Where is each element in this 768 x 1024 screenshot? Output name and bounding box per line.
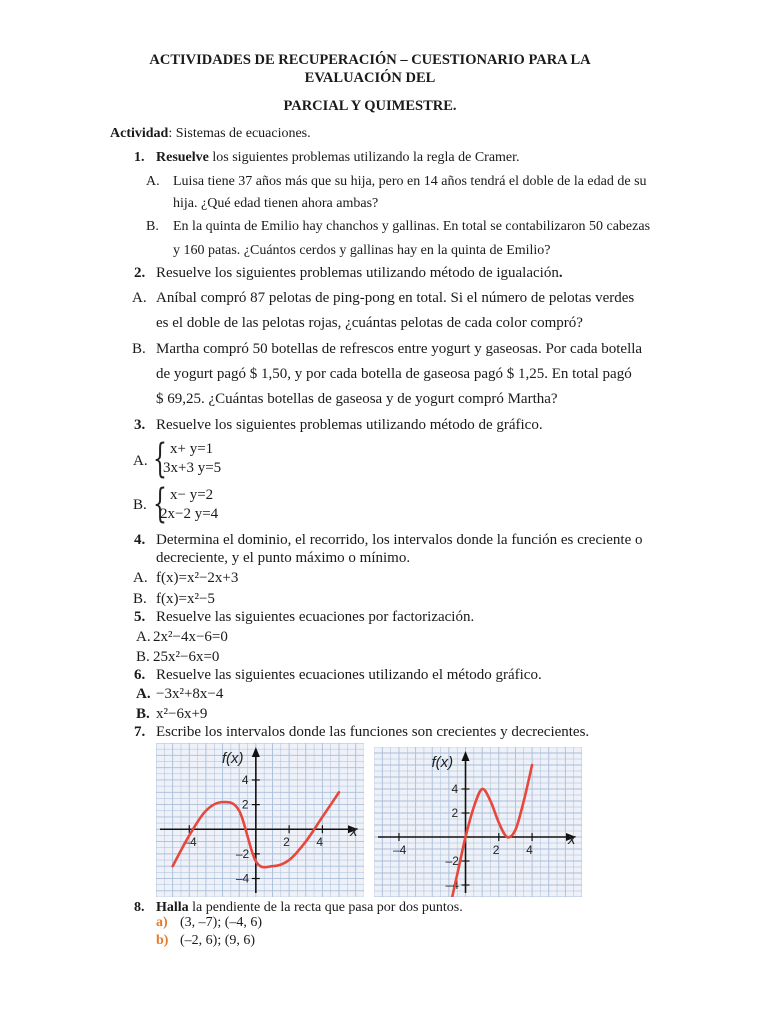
q7-text: Escribe los intervalos donde las funciones son crecientes y decrecientes. xyxy=(156,724,590,740)
q1-a-label: A. xyxy=(146,174,160,189)
q6-b-eq: x²−6x+9 xyxy=(156,706,208,722)
x-tick-label: 2 xyxy=(283,835,290,850)
q3-b-eq1: x− y=2 xyxy=(170,487,214,503)
q4-b-label: B. xyxy=(133,591,147,607)
q6-number: 6. xyxy=(134,667,146,683)
x-axis-label: x xyxy=(568,831,576,848)
q3-number: 3. xyxy=(134,417,146,433)
q1-a-line2: hija. ¿Qué edad tienen ahora ambas? xyxy=(173,196,379,211)
q1-text: los siguientes problemas utilizando la regla de Cramer. xyxy=(208,150,520,165)
y-tick-label: –4 xyxy=(445,878,459,892)
q8-a-text: (3, –7); (–4, 6) xyxy=(180,915,263,930)
q6-a-eq: −3x²+8x−4 xyxy=(156,686,224,702)
q6-b-label: B. xyxy=(136,706,150,722)
q3-a-eq2: 3x+3 y=5 xyxy=(163,460,222,476)
title-line-2: EVALUACIÓN DEL xyxy=(304,70,436,86)
q5-b-label: B. xyxy=(136,649,150,665)
q8-b-text: (–2, 6); (9, 6) xyxy=(180,933,256,948)
activity-text: : Sistemas de ecuaciones. xyxy=(168,126,311,141)
q4-line1: Determina el dominio, el recorrido, los intervalos donde la función es creciente o xyxy=(156,532,643,548)
y-tick-label: 4 xyxy=(241,772,249,787)
x-tick-label: –4 xyxy=(392,843,407,857)
q4-a-eq: f(x)=x²−2x+3 xyxy=(156,570,239,586)
q5-text: Resuelve las siguientes ecuaciones por factorización. xyxy=(156,609,475,625)
x-tick-label: –4 xyxy=(183,835,197,850)
q3-b-brace: { xyxy=(153,481,167,527)
q5-a-eq: 2x²−4x−6=0 xyxy=(153,629,228,645)
q1-number: 1. xyxy=(134,150,145,165)
q3-a-brace: { xyxy=(153,436,167,482)
q3-b-label: B. xyxy=(133,497,147,513)
q2-number: 2. xyxy=(134,265,146,281)
q5-number: 5. xyxy=(134,609,146,625)
q2-b-label: B. xyxy=(132,341,146,357)
q2-text: Resuelve los siguientes problemas utilizando método de igualación xyxy=(156,265,559,281)
q8-text: la pendiente de la recta que pasa por dos puntos. xyxy=(188,900,463,915)
q2-b-line1: Martha compró 50 botellas de refrescos entre yogurt y gaseosas. Por cada botella xyxy=(156,341,643,357)
q1-heading xyxy=(156,150,520,166)
y-axis-label: f(x) xyxy=(431,754,454,771)
q3-text: Resuelve los siguientes problemas utilizando método de gráfico. xyxy=(156,417,543,433)
q8-number: 8. xyxy=(134,900,145,915)
q4-b-eq: f(x)=x²−5 xyxy=(156,591,215,607)
y-tick-label: –4 xyxy=(235,871,250,886)
title-line-1: ACTIVIDADES DE RECUPERACIÓN – CUESTIONARIO PARA LA xyxy=(149,52,591,68)
q2-heading: Resuelve los siguientes problemas utilizando método de igualación. xyxy=(156,265,563,281)
q7-number: 7. xyxy=(134,724,146,740)
q1-bold: Resuelve xyxy=(156,150,209,165)
x-tick-label: 4 xyxy=(526,843,533,857)
y-tick-label: –2 xyxy=(235,846,250,861)
title-line-3: PARCIAL Y QUIMESTRE. xyxy=(283,98,457,114)
graph-1-background xyxy=(156,743,364,897)
q3-a-label: A. xyxy=(133,453,148,469)
y-tick-label: 2 xyxy=(241,797,249,812)
q1-b-label: B. xyxy=(146,219,159,234)
q5-a-label: A. xyxy=(136,629,151,645)
q2-a-line1: Aníbal compró 87 pelotas de ping-pong en total. Si el número de pelotas verdes xyxy=(156,290,635,306)
q1-b-line1: En la quinta de Emilio hay chanchos y gallinas. En total se contabilizaron 50 cabezas xyxy=(173,219,651,234)
q3-a-eq1: x+ y=1 xyxy=(170,441,214,457)
q8-b-label: b) xyxy=(156,933,169,948)
q4-number: 4. xyxy=(134,532,146,548)
q2-b-line2: de yogurt pagó $ 1,50, y por cada botella de gaseosa pagó $ 1,25. En total pagó xyxy=(156,366,632,382)
y-tick-label: 4 xyxy=(451,782,459,796)
graph-1 xyxy=(156,743,364,897)
activity-line xyxy=(110,126,311,142)
q8-a-label: a) xyxy=(156,915,168,930)
q5-b-eq: 25x²−6x=0 xyxy=(153,649,220,665)
x-tick-label: 4 xyxy=(316,835,324,850)
q4-a-label: A. xyxy=(133,570,148,586)
q6-text: Resuelve las siguientes ecuaciones utilizando el método gráfico. xyxy=(156,667,542,683)
q1-a-line1: Luisa tiene 37 años más que su hija, pero en 14 años tendrá el doble de la edad de su xyxy=(173,174,647,189)
q4-line2: decreciente, y el punto máximo o mínimo. xyxy=(156,550,411,566)
q6-a-label: A. xyxy=(136,686,151,702)
q2-a-line2: es el doble de las pelotas rojas, ¿cuántas pelotas de cada color compró? xyxy=(156,315,583,331)
y-tick-label: –2 xyxy=(445,854,459,868)
q8-bold: Halla xyxy=(156,900,189,915)
q8-heading xyxy=(156,900,463,916)
x-tick-label: 2 xyxy=(492,843,500,857)
graph-2-background xyxy=(374,747,582,897)
y-axis-label: f(x) xyxy=(221,750,244,767)
q1-b-line2: y 160 patas. ¿Cuántos cerdos y gallinas hay en la quinta de Emilio? xyxy=(173,243,551,258)
graph-2 xyxy=(374,747,582,897)
x-axis-label: x xyxy=(350,823,358,841)
q2-a-label: A. xyxy=(132,290,147,306)
y-tick-label: 2 xyxy=(451,806,459,820)
activity-label: Actividad xyxy=(110,126,169,141)
q3-b-eq2: 2x−2 y=4 xyxy=(160,506,219,522)
q2-b-line3: $ 69,25. ¿Cuántas botellas de gaseosa y de yogurt compró Martha? xyxy=(156,391,558,407)
